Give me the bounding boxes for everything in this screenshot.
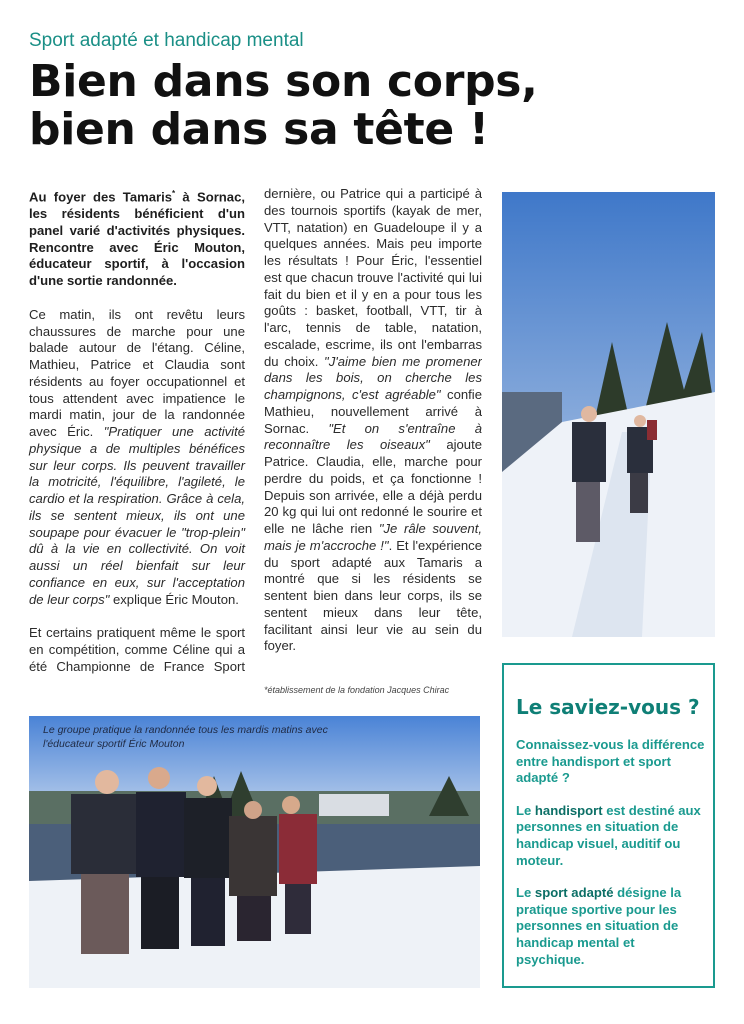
- column-1: [29, 186, 245, 675]
- title-line-2: bien dans sa tête !: [29, 104, 489, 155]
- info-question: Connaissez-vous la différence entre handisport et sport adapté ?: [516, 737, 705, 786]
- body-paragraph-2-cont: dernière, ou Patrice qui a participé à des tournois sportifs (kayak de mer, VTT, natation) en Guadeloupe il y a quelques années. Mais peu importe les résultats ! Pour Éric, l'essentiel est que chacun trouve l'activité qui lui fait du bien et il y en a pour tous les goûts : basket, football, VTT, tir à l'arc, tennis de table, natation, escalade, escrime, ils ont l'embarras du choix. "J'aime bien me promener dans les bois, on cherche les champignons, c'est agréable" confie Mathieu, nouvellement arrivé à Sornac. "Et on s'entraîne à reconnaître les oiseaux" ajoute Patrice. Claudia, elle, marche pour perdre du poids, et ça fonctionne ! Depuis son arrivée, elle a déjà perdu 20 kg qui lui ont redonné le sourire et elle ne lâche rien "Je râle souvent, mais je m'accroche !". Et l'expérience du sport adapté aux Tamaris a montré que si les résidents se sentent bien dans leur corps, ils se sentent mieux dans leur tête, facilitant ainsi leur vie au sein du foyer.: [264, 186, 482, 654]
- title-line-1: Bien dans son corps,: [29, 56, 538, 107]
- section-kicker: Sport adapté et handicap mental: [29, 30, 304, 51]
- column-2: [264, 186, 482, 686]
- info-box: [502, 663, 715, 988]
- body-paragraph-1: Ce matin, ils ont revêtu leurs chaussures de marche pour une balade autour de l'étang. Céline, Mathieu, Patrice et Claudia sont résidents au foyer occupationnel et tous attendent avec impatience le mardi matin, jour de la randonnée avec Éric. "Pratiquer une activité physique a de multiples bénéfices sur leur corps. Ils peuvent travailler la motricité, l'équilibre, l'agileté, le cardio et la respiration. Grâce à cela, ils se sentent mieux, ils ont une soupape pour évacuer le "trop-plein" dû à la vie en collectivité. On voit aussi un réel bienfait sur leur confiance en eux, sur l'acceptation de leur corps" explique Éric Mouton.: [29, 306, 245, 607]
- footnote: *établissement de la fondation Jacques Chirac: [264, 685, 450, 695]
- article-title: [29, 58, 729, 154]
- lead-paragraph: Au foyer des Tamaris* à Sornac, les résidents bénéficient d'un panel varié d'activités physiques. Rencontre avec Éric Mouton, éducateur sportif, à l'occasion d'une sortie randonnée.: [29, 189, 245, 289]
- info-box-title: Le saviez-vous ?: [516, 695, 700, 719]
- info-box-body: [516, 737, 706, 984]
- info-handisport: Le handisport est destiné aux personnes en situation de handicap visuel, auditif ou moteur.: [516, 802, 701, 868]
- photo-caption: Le groupe pratique la randonnée tous les mardis matins avec l'éducateur sportif Éric Mouton: [43, 724, 328, 750]
- info-sport-adapte: Le sport adapté désigne la pratique sportive pour les personnes en situation de handicap mental et psychique.: [516, 885, 682, 967]
- photo-snow-walk: [502, 192, 715, 637]
- body-paragraph-2-start: Et certains pratiquent même le sport en compétition, comme Céline qui a été Championne de France Sport: [29, 625, 245, 674]
- photo-group-lake: [29, 716, 480, 988]
